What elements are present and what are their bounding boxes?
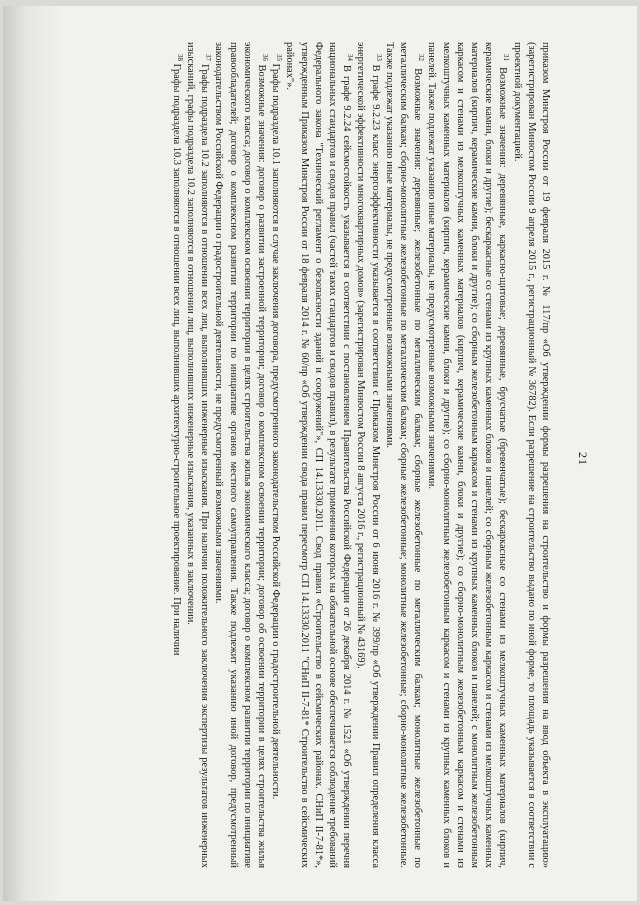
footnote-ref: 37 — [204, 54, 213, 61]
scanned-page — [3, 6, 637, 901]
footnote-text: Возможные значения: деревянные, каркасно-щитовые; деревянные, брусчатые (бревенчатые); бескаркасные со стенами из мелкоштучных каменных материалов (кирпич, керамические камни, блоки и другие); бескаркасные со стенами из крупных каменных блоков и панелей; со сборным железобетонным каркасом и стенами из мелкоштучных каменных материалов (кирпич, керамические камни, блоки и другие); со сборным железобетонным каркасом и стенами из крупных каменных блоков и панелей; с монолитным железобетонным каркасом и стенами из мелкоштучных каменных материалов (кирпич, керамические камни, блоки и другие); со сборно-монолитным железобетонным каркасом и стенами из мелкоштучных каменных материалов (кирпич, керамические камни, блоки и другие); со сборно-монолитным железобетонным каркасом и стенами из крупных каменных блоков и панелей. Также подлежат указанию иные материалы, не предусмотренные возможными значениями. — [426, 42, 509, 868]
footnote-text: Графы подраздела 10.3 заполняются в отношении всех лиц, выполнивших архитектурно-строительное проектирование. При наличии — [170, 63, 182, 656]
footnote-ref: 38 — [175, 54, 184, 61]
page-number: 21 — [576, 452, 590, 466]
footnote-38 — [169, 42, 183, 868]
footnote-35 — [268, 42, 282, 868]
footnote-ref: 31 — [502, 54, 511, 61]
footnote-31 — [424, 42, 509, 868]
footnote-ref: 33 — [374, 54, 383, 61]
footnote-ref: 32 — [417, 54, 426, 61]
footnote-text: Графы подраздела 10.1 заполняются в случае заключения договора, предусмотренного законодательством Российской Федерации о градостроительной деятельности. — [270, 63, 282, 800]
footnote-34 — [282, 42, 353, 868]
scan-shadow-edge — [3, 6, 63, 901]
footnote-32 — [382, 42, 425, 868]
footnote-text: приказом Минстроя России от 19 февраля 2015 г. № 117/пр «Об утверждении формы разрешения на строительство и формы разрешения на ввод объекта в эксплуатацию» (зарегистрирован Минюстом России 9 апреля 2015 г., регистрационный № 36782). Если разрешение на строительство выдано по иной форме, то площадь указывается в соответствии с проектной документацией. — [511, 42, 551, 868]
footnote-text: Графы подраздела 10.2 заполняются в отношении всех лиц, выполнивших инженерные изыскания. При наличии положительного заключения экспертизы результатов инженерных изысканий, графы подраздела 10.2 заполняются в отношении лиц, выполнивших инженерные изыскания, указанных в заключении. — [184, 42, 211, 868]
footnote-33 — [353, 42, 381, 868]
footnote-text: В графе 9.2.24 сейсмостойкость указывается в соответствии с постановлением Правительства Российской Федерации от 26 декабря 2014 г. № 1521 «Об утверждении перечня национальных стандартов и сводов правил (частей таких стандартов и сводов правил), в результате применения которых на обязательной основе обеспечивается соблюдение требований Федерального закона "Технический регламент о безопасности зданий и сооружений"», СП 14.13330.2011. Свод правил «Строительство в сейсмических районах. СНиП II-7-81*», утвержденным Приказом Минстроя России от 18 февраля 2014 г. № 60/пр «Об утверждении свода правил пересмотр СП 14.13330.2011 "СНиП II-7-81* Строительство в сейсмических районах"». — [284, 42, 353, 868]
footnote-continuation — [509, 42, 552, 868]
footnote-ref: 36 — [260, 54, 269, 61]
footnote-text: Возможные значения: деревянные; железобетонные по металлическим балкам; сборные железобетонные по металлическим балкам; монолитные железобетонные по металлическим балкам; сборно-монолитные железобетонные по металлическим балкам; сборные железобетонные; монолитные железобетонные; сборно-монолитные железобетонные. Также подлежат указанию иные материалы, не предусмотренные возможными значениями. — [383, 42, 424, 868]
rotated-page-content — [58, 34, 598, 884]
footnote-ref: 34 — [346, 54, 355, 61]
footnote-37 — [183, 42, 211, 868]
footnote-text: Возможные значения: договор о развитии застроенной территории; договор о комплексном освоении территории; договор об освоении территории в целях строительства жилья экономического класса; договор о комплексном освоении территории в целях строительства жилья экономического класса; договор о комплексном развитии территории по инициативе правообладателей; договор о комплексном развитии территории по инициативе органов местного самоуправления. Также подлежит указанию иной договор, предусмотренный законодательством Российской Федерации о градостроительной деятельности, не предусмотренный возможными значениями. — [213, 42, 267, 868]
footnote-36 — [211, 42, 268, 868]
footnote-ref: 35 — [275, 54, 284, 61]
footnote-text: В графе 9.2.23 класс энергоэффективности указывается в соответствии с Приказом Минстроя России от 6 июня 2016 г. № 399/пр «Об утверждении Правил определения класса энергетической эффективности многоквартирных домов» (зарегистрирован Минюстом России 8 августа 2016 г., регистрационный № 43169). — [355, 42, 381, 868]
footnotes-block — [169, 42, 552, 868]
